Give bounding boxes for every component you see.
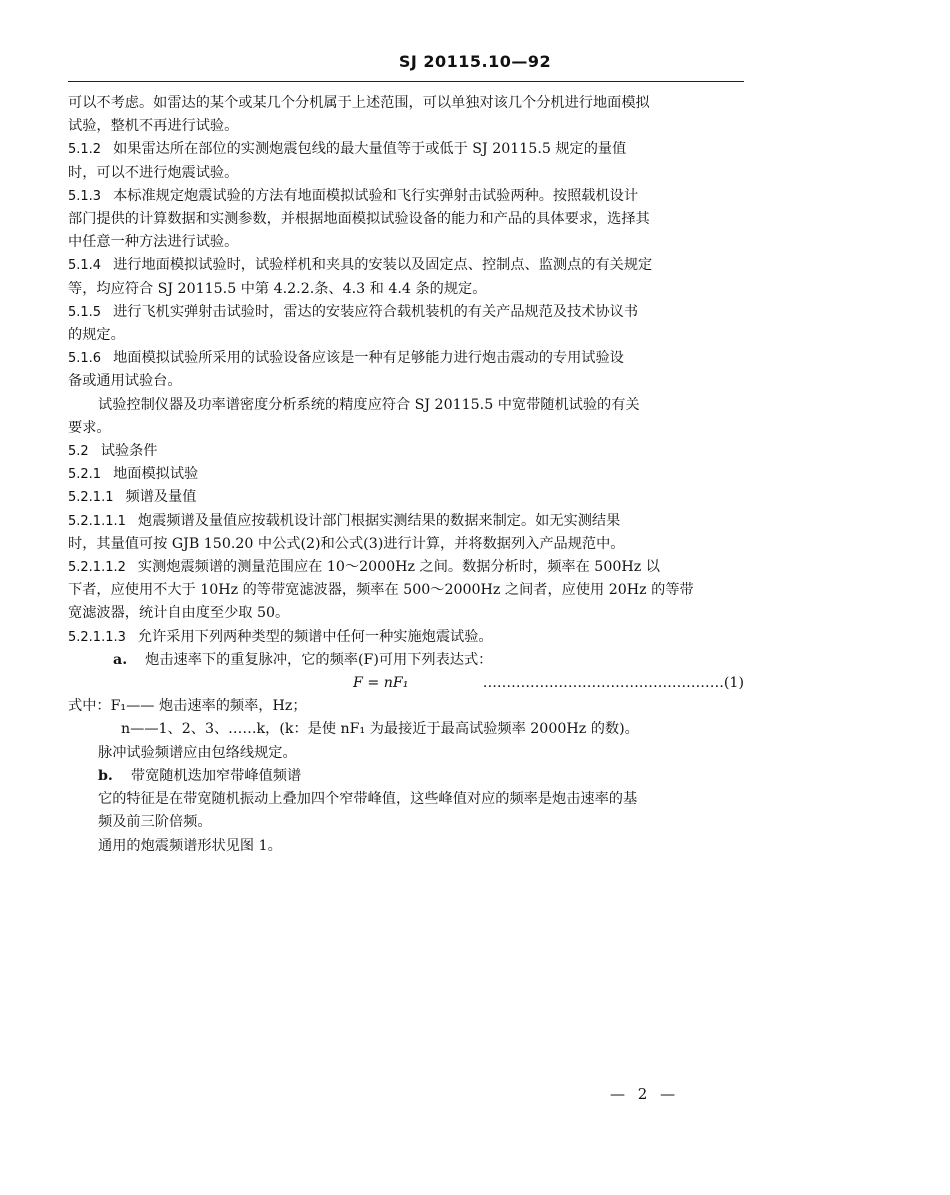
- figure-reference: 通用的炮震频谱形状见图 1。: [98, 837, 282, 854]
- clause-5-2-1-1-3: 5.2.1.1.3 允许采用下列两种类型的频谱中任何一种实施炮震试验。: [68, 628, 493, 645]
- pulse-envelope-line: 脉冲试验频谱应由包络线规定。: [98, 744, 297, 761]
- item-b: b. 带宽随机迭加窄带峰值频谱: [98, 767, 302, 784]
- clause-5-1-2: 5.1.2 如果雷达所在部位的实测炮震包线的最大量值等于或低于 SJ 20115.5 规定的量值 时，可以不进行炮震试验。: [68, 141, 627, 181]
- header-rule: [68, 81, 744, 82]
- equation-number: (1): [723, 675, 744, 692]
- clause-5-1-4: 5.1.4 进行地面模拟试验时，试验样机和夹具的安装以及固定点、控制点、监测点的有关规定 等，均应符合 SJ 20115.5 中第 4.2.2.条、4.3 和 4.4 条的规定。: [68, 257, 653, 297]
- body-text: [68, 92, 744, 858]
- doc-header: SJ 20115.10—92: [398, 52, 552, 71]
- equation-1: [68, 672, 744, 695]
- equation-leader-dots: ……………………………………………: [482, 675, 724, 692]
- clause-5-1-6: 5.1.6 地面模拟试验所采用的试验设备应该是一种有足够能力进行炮击震动的专用试验设 备或通用试验台。: [68, 350, 624, 390]
- heading-5-2: 5.2 试验条件: [68, 443, 158, 460]
- item-b-description: 它的特征是在带宽随机振动上叠加四个窄带峰值，这些峰值对应的频率是炮击速率的基 频及前三阶倍频。: [98, 791, 638, 831]
- page-number: — 2 —: [610, 1085, 680, 1103]
- paragraph-control-instruments: 试验控制仪器及功率谱密度分析系统的精度应符合 SJ 20115.5 中宽带随机试验的有关 要求。: [68, 396, 640, 436]
- clause-5-1-3: 5.1.3 本标准规定炮震试验的方法有地面模拟试验和飞行实弹射击试验两种。按照载机设计 部门提供的计算数据和实测参数，并根据地面模拟试验设备的能力和产品的具体要求，选择其 中任意一种方法进行试验。: [68, 187, 650, 251]
- where-clause: 式中：F₁—— 炮击速率的频率，Hz； n——1、2、3、……k，(k：是使 nF₁ 为最接近于最高试验频率 2000Hz 的数)。: [68, 698, 639, 738]
- clause-5-2-1-1-2: 5.2.1.1.2 实测炮震频谱的测量范围应在 10～2000Hz 之间。数据分析时，频率在 500Hz 以 下者，应使用不大于 10Hz 的等带宽滤波器，频率在 500～2000Hz 之间者，应使用 20Hz 的等带 宽滤波器，统计自由度至少取 50。: [68, 559, 694, 622]
- heading-5-2-1: 5.2.1 地面模拟试验: [68, 466, 199, 483]
- equation-formula: F = nF₁: [353, 675, 409, 692]
- clause-5-1-5: 5.1.5 进行飞机实弹射击试验时，雷达的安装应符合载机装机的有关产品规范及技术协议书 的规定。: [68, 303, 639, 344]
- clause-5-2-1-1-1: 5.2.1.1.1 炮震频谱及量值应按载机设计部门根据实测结果的数据来制定。如无实测结果 时，其量值可按 GJB 150.20 中公式(2)和公式(3)进行计算，并将数据列入产品规范中。: [68, 512, 625, 552]
- item-a: a. 炮击速率下的重复脉冲，它的频率(F)可用下列表达式：: [113, 651, 493, 668]
- paragraph-continuation: 可以不考虑。如雷达的某个或某几个分机属于上述范围，可以单独对该几个分机进行地面模拟 试验，整机不再进行试验。: [68, 95, 650, 135]
- heading-5-2-1-1: 5.2.1.1 频谱及量值: [68, 489, 197, 506]
